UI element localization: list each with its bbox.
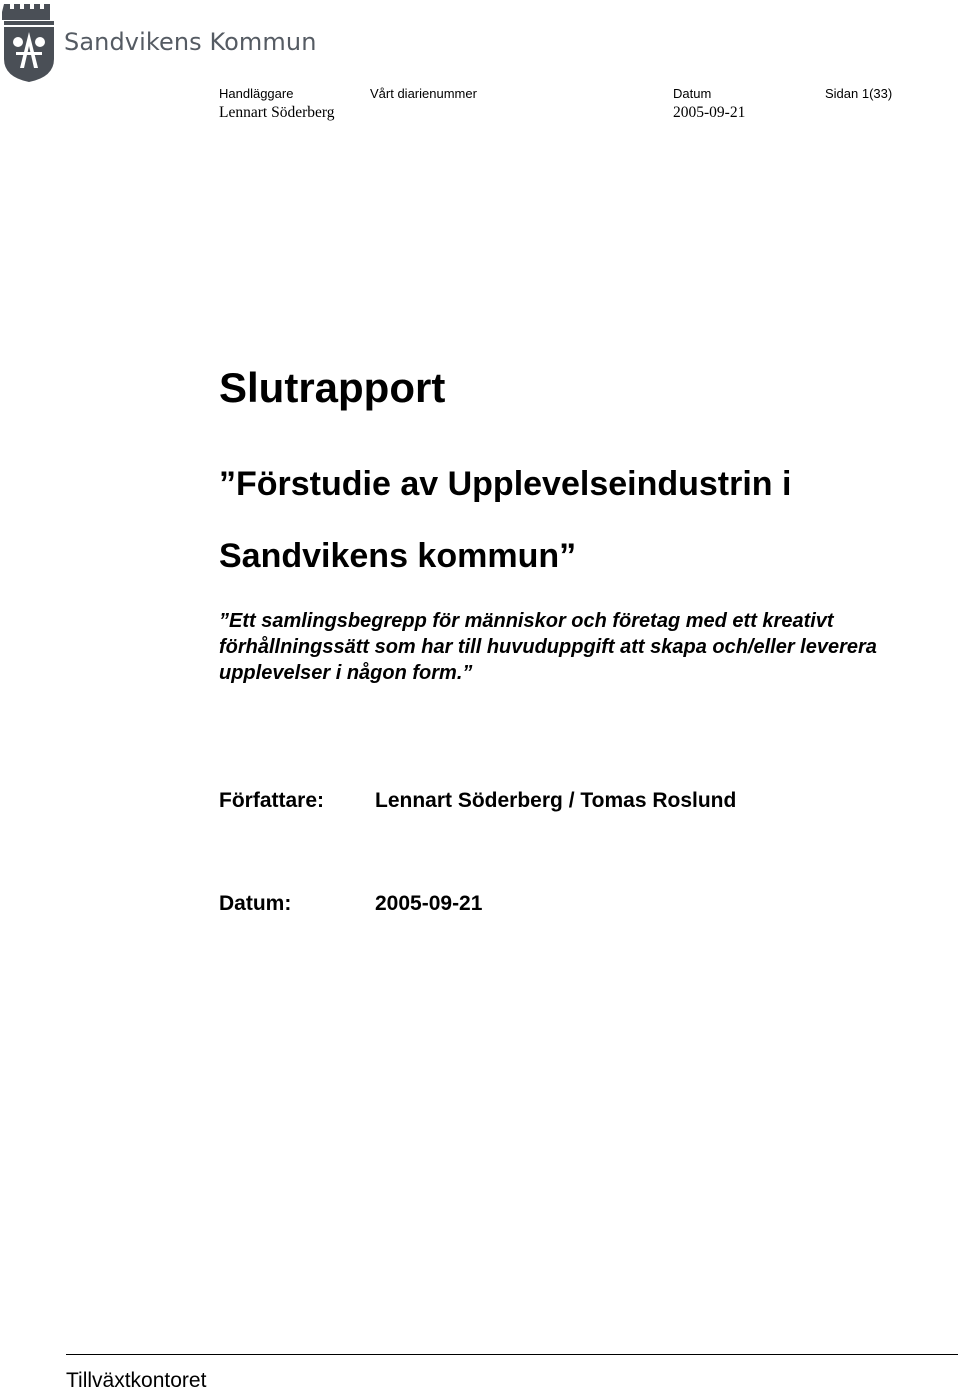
- quote-text: Ett samlingsbegrepp för människor och företag med ett kreativt förhållningssätt som har till huvuduppgift att skapa och/eller leverera upplevelser i någon form.: [219, 610, 877, 684]
- subtitle-close-quote: ”: [559, 537, 577, 575]
- document-subtitle: [219, 448, 919, 592]
- authors-value: Lennart Söderberg / Tomas Roslund: [375, 789, 737, 812]
- footer-divider: [66, 1354, 958, 1355]
- datum-label: Datum: [673, 86, 712, 101]
- date-label: Datum:: [219, 892, 292, 915]
- municipal-coat-of-arms-icon: [2, 2, 56, 84]
- document-title: Slutrapport: [219, 364, 446, 411]
- logo-wordmark: Sandvikens Kommun: [64, 28, 317, 56]
- footer-department: Tillväxtkontoret: [66, 1369, 207, 1392]
- definition-quote: [219, 608, 909, 686]
- quote-close-mark: ”: [462, 662, 473, 684]
- authors-label: Författare:: [219, 789, 325, 812]
- diarienummer-label: Vårt diarienummer: [370, 86, 477, 101]
- subtitle-open-quote: ”: [219, 465, 236, 503]
- page-number: Sidan 1(33): [825, 86, 893, 101]
- datum-value: 2005-09-21: [673, 104, 746, 121]
- handlaggare-value: Lennart Söderberg: [219, 104, 335, 121]
- quote-open-mark: ”: [219, 610, 229, 632]
- handlaggare-label: Handläggare: [219, 86, 294, 101]
- logo: [0, 0, 330, 84]
- date-value: 2005-09-21: [375, 892, 483, 915]
- subtitle-text: Förstudie av Upplevelseindustrin i Sandvikens kommun: [219, 465, 792, 575]
